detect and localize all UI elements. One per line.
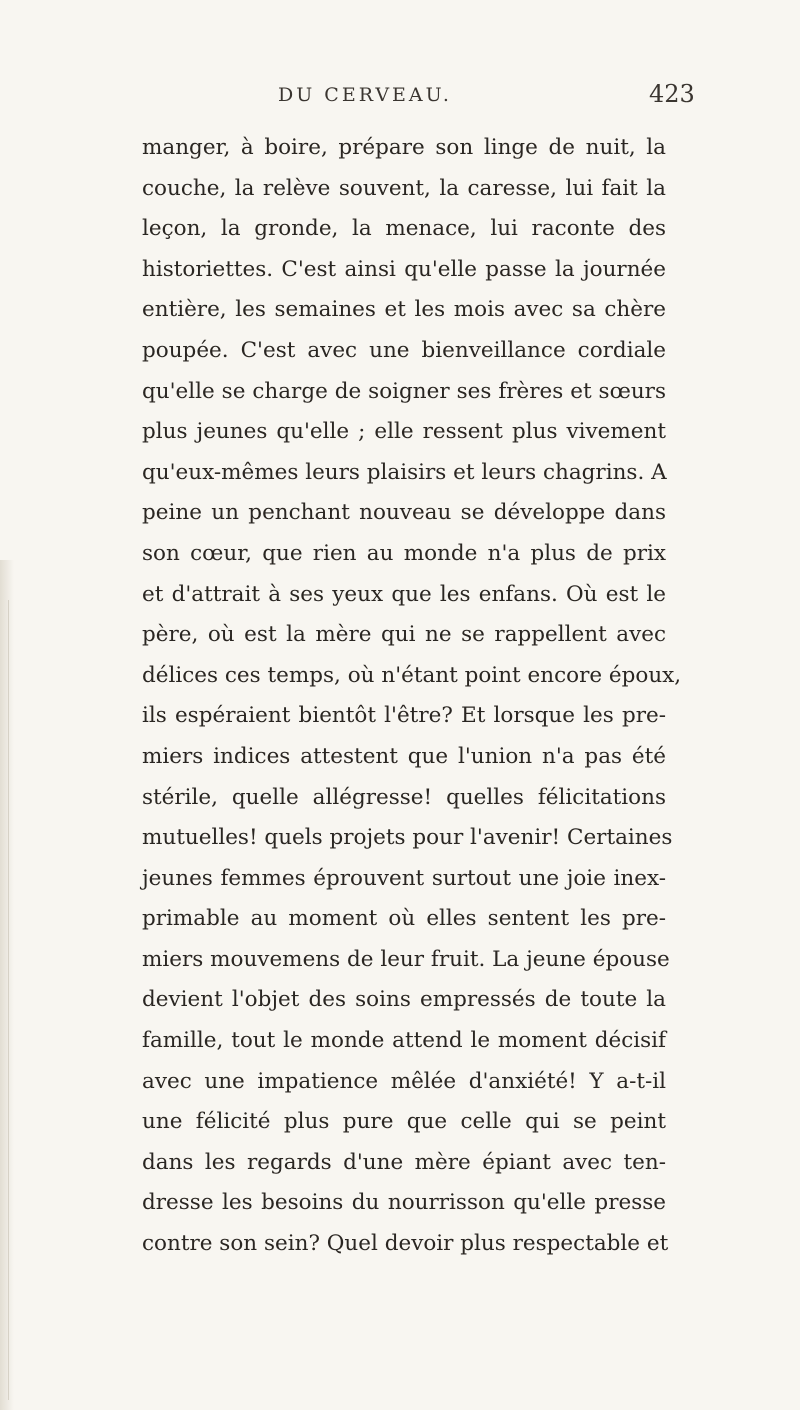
text-line: délices ces temps, où n'étant point encore époux,: [142, 662, 682, 688]
text-line: historiettes. C'est ainsi qu'elle passe la journée: [142, 256, 666, 282]
text-line: ils espéraient bientôt l'être? Et lorsque les pre-: [142, 703, 666, 729]
text-line: devient l'objet des soins empressés de toute la: [142, 987, 666, 1013]
text-line: stérile, quelle allégresse! quelles félicitations: [142, 784, 666, 810]
text-line: père, où est la mère qui ne se rappellent avec: [142, 622, 666, 648]
text-line: une félicité plus pure que celle qui se peint: [142, 1109, 666, 1135]
text-line: manger, à boire, prépare son linge de nuit, la: [142, 135, 666, 160]
text-line: plus jeunes qu'elle ; elle ressent plus vivement: [142, 419, 666, 445]
page-header: [0, 80, 800, 120]
text-line: famille, tout le monde attend le moment décisif: [142, 1028, 666, 1054]
text-line: leçon, la gronde, la menace, lui raconte des: [142, 216, 666, 242]
text-line: jeunes femmes éprouvent surtout une joie inex-: [142, 865, 666, 891]
text-line: dresse les besoins du nourrisson qu'elle presse: [142, 1190, 666, 1216]
page-number: 423: [649, 80, 695, 108]
text-line: mutuelles! quels projets pour l'avenir! Certaines: [142, 825, 673, 851]
text-line: qu'eux-mêmes leurs plaisirs et leurs chagrins. A: [142, 459, 667, 485]
text-line: poupée. C'est avec une bienveillance cordiale: [142, 337, 666, 363]
text-line: qu'elle se charge de soigner ses frères et sœurs: [142, 378, 666, 404]
running-head: DU CERVEAU.: [278, 84, 452, 106]
text-line: primable au moment où elles sentent les pre-: [142, 906, 666, 932]
text-line: couche, la relève souvent, la caresse, lui fait la: [142, 175, 666, 201]
text-line: et d'attrait à ses yeux que les enfans. Où est le: [142, 581, 666, 607]
text-line: dans les regards d'une mère épiant avec ten-: [142, 1149, 666, 1175]
text-line: entière, les semaines et les mois avec sa chère: [142, 297, 666, 323]
binding-line: [8, 600, 9, 1400]
body-text: [142, 128, 682, 1265]
text-line: son cœur, que rien au monde n'a plus de prix: [142, 540, 666, 566]
text-line: miers indices attestent que l'union n'a pas été: [142, 743, 666, 769]
text-line: avec une impatience mêlée d'anxiété! Y a-t-il: [142, 1068, 666, 1094]
binding-shadow: [0, 560, 14, 1410]
text-line: contre son sein? Quel devoir plus respectable et: [142, 1231, 669, 1257]
text-line: peine un penchant nouveau se développe dans: [142, 500, 666, 526]
text-line: miers mouvemens de leur fruit. La jeune épouse: [142, 946, 670, 972]
